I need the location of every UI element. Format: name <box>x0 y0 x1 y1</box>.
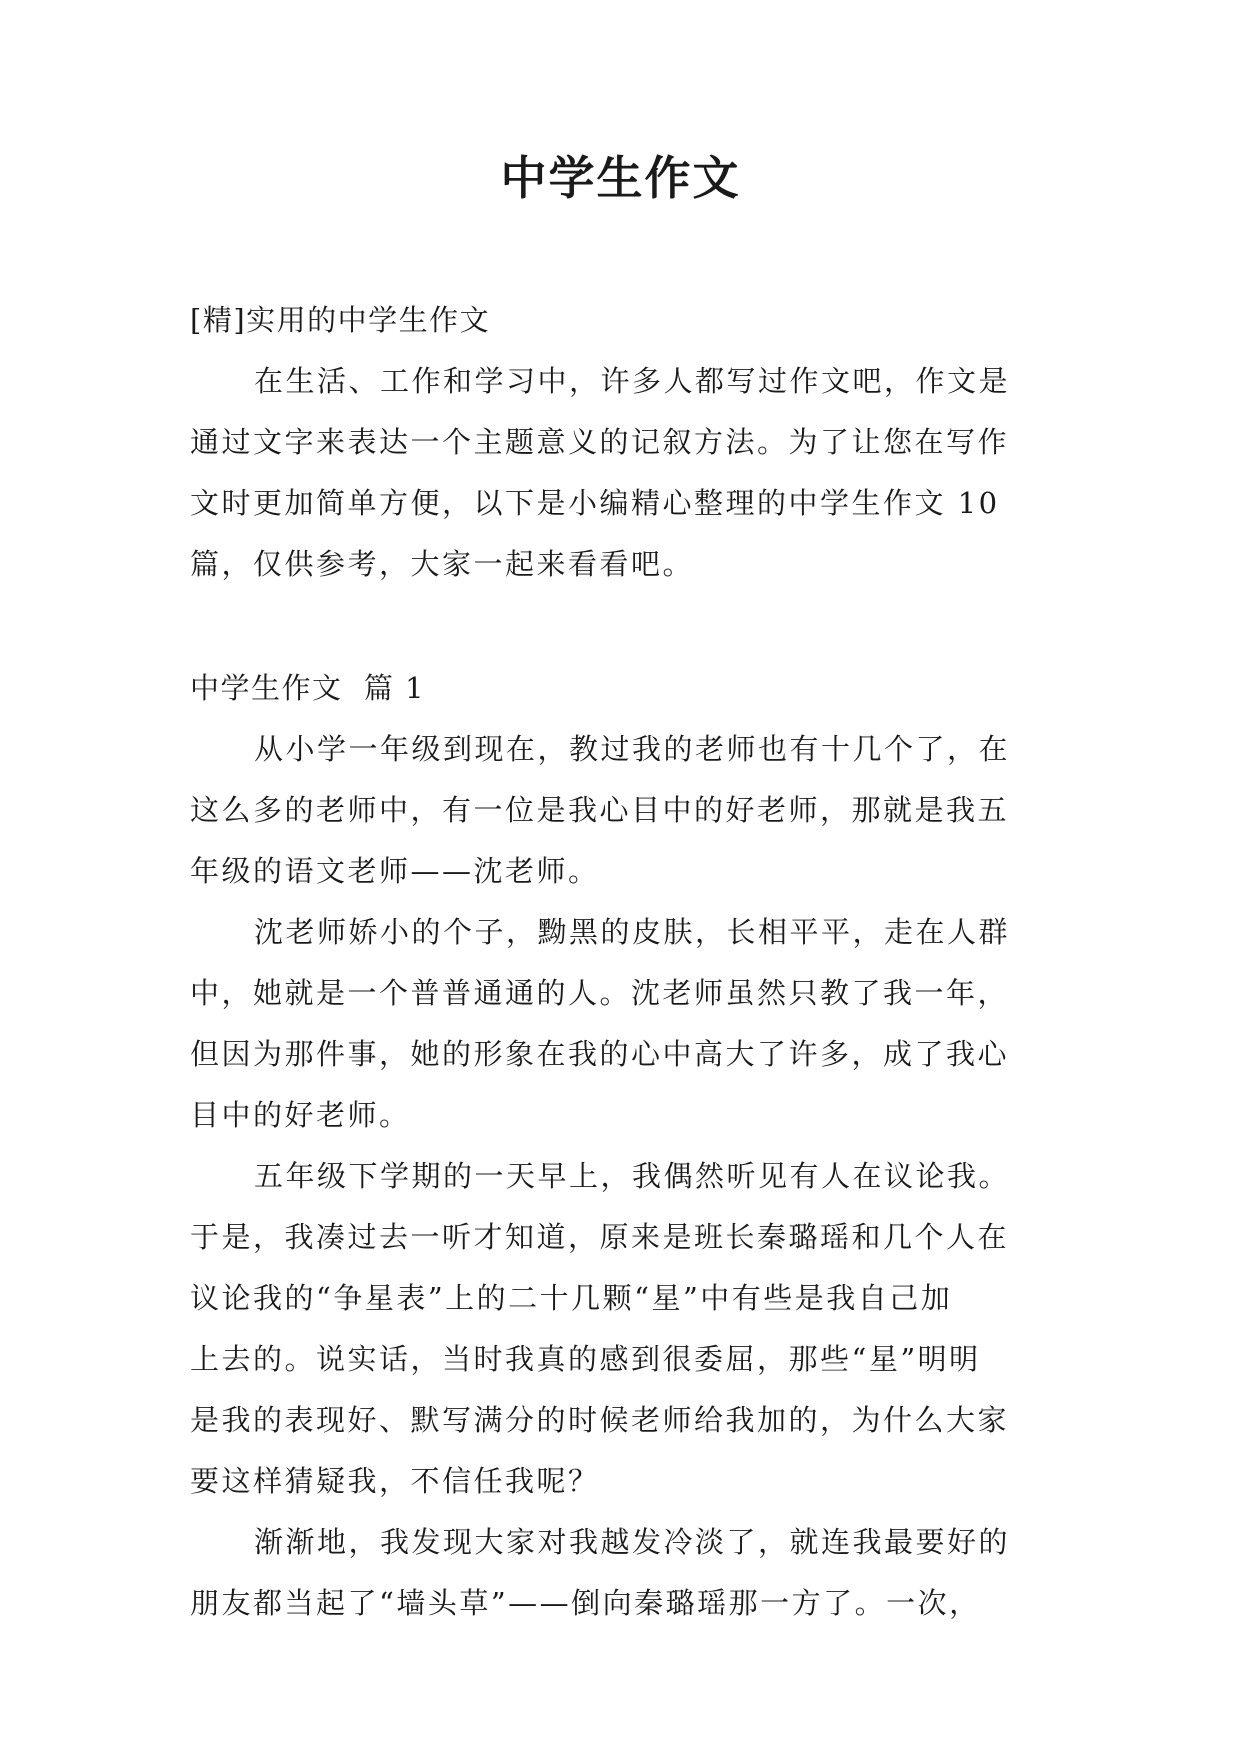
text-line: 但因为那件事，她的形象在我的心中高大了许多，成了我心 <box>190 1037 1010 1071</box>
document-body <box>190 290 1050 1634</box>
article-subtitle: [精]实用的中学生作文 <box>190 303 491 337</box>
body-paragraph-4 <box>190 1512 1050 1634</box>
text-line: 从小学一年级到现在，教过我的老师也有十几个了，在 <box>254 732 1011 766</box>
text-line: 要这样猜疑我，不信任我呢？ <box>190 1464 600 1498</box>
body-paragraph-2 <box>190 902 1050 1146</box>
document-title: 中学生作文 <box>500 151 741 205</box>
text-line: 目中的好老师。 <box>190 1098 411 1132</box>
text-line: 这么多的老师中，有一位是我心目中的好老师，那就是我五 <box>190 793 1010 827</box>
text-line: 沈老师娇小的个子，黝黑的皮肤，长相平平，走在人群 <box>254 915 1011 949</box>
section-heading: 中学生作文 篇 1 <box>190 671 426 705</box>
paragraph-spacer <box>190 595 1050 658</box>
text-line: 渐渐地，我发现大家对我越发冷淡了，就连我最要好的 <box>254 1525 1011 1559</box>
text-line: 于是，我凑过去一听才知道，原来是班长秦璐瑶和几个人在 <box>190 1220 1010 1254</box>
text-line: 议论我的“争星表”上的二十几颗“星”中有些是我自己加 <box>190 1281 953 1315</box>
text-line: 朋友都当起了“墙头草”——倒向秦璐瑶那一方了。一次， <box>190 1586 981 1620</box>
text-line: 上去的。说实话，当时我真的感到很委屈，那些“星”明明 <box>190 1342 981 1376</box>
text-line: 通过文字来表达一个主题意义的记叙方法。为了让您在写作 <box>190 425 1010 459</box>
text-line: 在生活、工作和学习中，许多人都写过作文吧，作文是 <box>254 364 1011 398</box>
text-line: 中，她就是一个普普通通的人。沈老师虽然只教了我一年， <box>190 976 1010 1010</box>
text-line: 文时更加简单方便，以下是小编精心整理的中学生作文 10 <box>190 486 1000 520</box>
text-line: 五年级下学期的一天早上，我偶然听见有人在议论我。 <box>254 1159 1011 1193</box>
body-paragraph-1 <box>190 719 1050 902</box>
intro-paragraph <box>190 351 1050 595</box>
text-line: 是我的表现好、默写满分的时候老师给我加的，为什么大家 <box>190 1403 1010 1437</box>
text-line: 年级的语文老师——沈老师。 <box>190 854 600 888</box>
body-paragraph-3 <box>190 1146 1050 1512</box>
text-line: 篇，仅供参考，大家一起来看看吧。 <box>190 547 695 581</box>
